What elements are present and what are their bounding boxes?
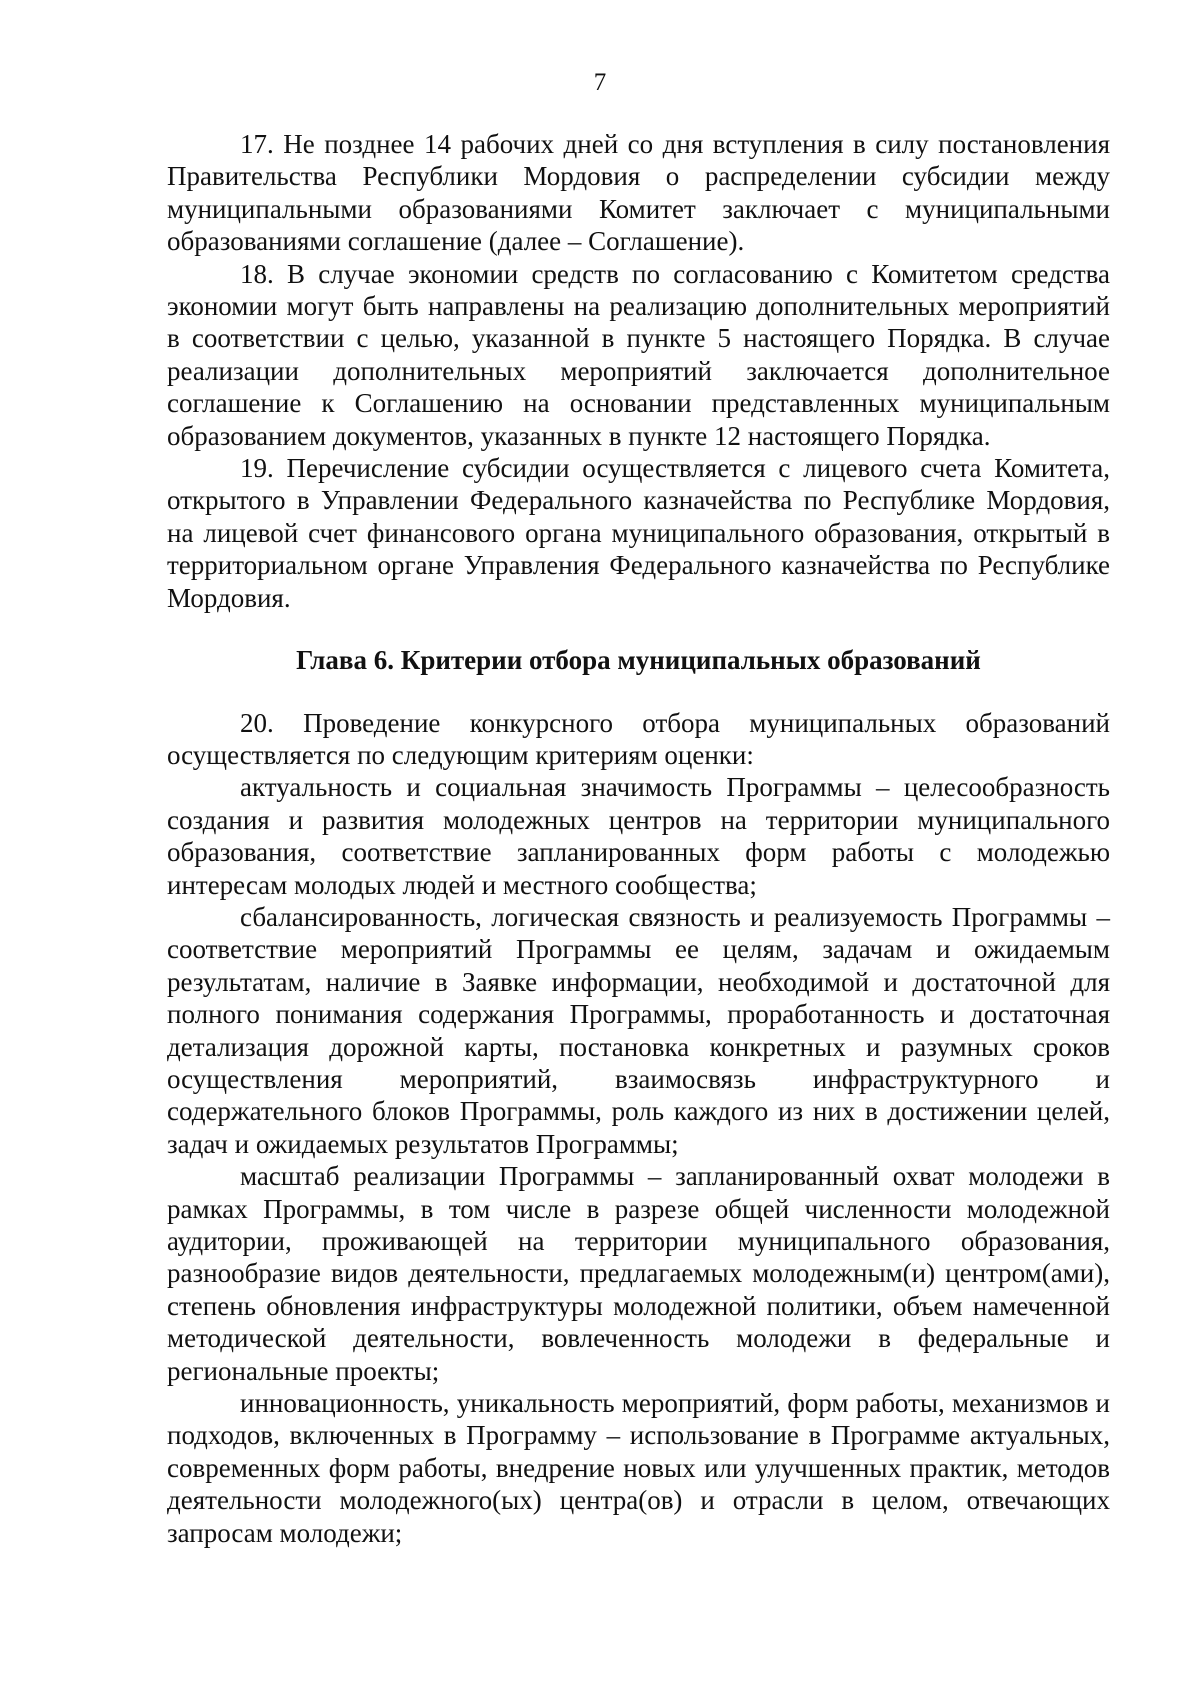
- document-body: [167, 128, 1110, 1549]
- criterion-relevance: актуальность и социальная значимость Программы – целесообразность создания и развития молодежных центров на территории муниципального образования, соответствие запланированных форм работы с молодежью интересам молодых людей и местного сообщества;: [167, 772, 1110, 900]
- paragraph-17: 17. Не позднее 14 рабочих дней со дня вступления в силу постановления Правительства Республики Мордовия о распределении субсидии между муниципальными образованиями Комитет заключает с муниципальными образованиями соглашение (далее – Соглашение).: [167, 129, 1110, 257]
- criterion-balance: сбалансированность, логическая связность и реализуемость Программы – соответствие мероприятий Программы ее целям, задачам и ожидаемым результатам, наличие в Заявке информации, необходимой и достаточной для полного понимания содержания Программы, проработанность и достаточная детализация дорожной карты, постановка конкретных и разумных сроков осуществления мероприятий, взаимосвязь инфраструктурного и содержательного блоков Программы, роль каждого из них в достижении целей, задач и ожидаемых результатов Программы;: [167, 901, 1110, 1159]
- paragraph-19: 19. Перечисление субсидии осуществляется с лицевого счета Комитета, открытого в Управлении Федерального казначейства по Республике Мордовия, на лицевой счет финансового органа муниципального образования, открытый в территориальном органе Управления Федерального казначейства по Республике Мордовия.: [167, 453, 1110, 613]
- page-number: 7: [593, 69, 607, 96]
- criterion-innovation: инновационность, уникальность мероприятий, форм работы, механизмов и подходов, включенных в Программу – использование в Программе актуальных, современных форм работы, внедрение новых или улучшенных практик, методов деятельности молодежного(ых) центра(ов) и отрасли в целом, отвечающих запросам молодежи;: [167, 1388, 1110, 1548]
- paragraph-18: 18. В случае экономии средств по согласованию с Комитетом средства экономии могут быть направлены на реализацию дополнительных мероприятий в соответствии с целью, указанной в пункте 5 настоящего Порядка. В случае реализации дополнительных мероприятий заключается дополнительное соглашение к Соглашению на основании представленных муниципальным образованием документов, указанных в пункте 12 настоящего Порядка.: [167, 258, 1110, 451]
- chapter-heading: Глава 6. Критерии отбора муниципальных образований: [296, 645, 981, 676]
- paragraph-20: 20. Проведение конкурсного отбора муниципальных образований осуществляется по следующим критериям оценки:: [167, 707, 1110, 770]
- criterion-scale: масштаб реализации Программы – запланированный охват молодежи в рамках Программы, в том числе в разрезе общей численности молодежной аудитории, проживающей на территории муниципального образования, разнообразие видов деятельности, предлагаемых молодежным(и) центром(ами), степень обновления инфраструктуры молодежной политики, объем намеченной методической деятельности, вовлеченность молодежи в федеральные и региональные проекты;: [167, 1161, 1110, 1386]
